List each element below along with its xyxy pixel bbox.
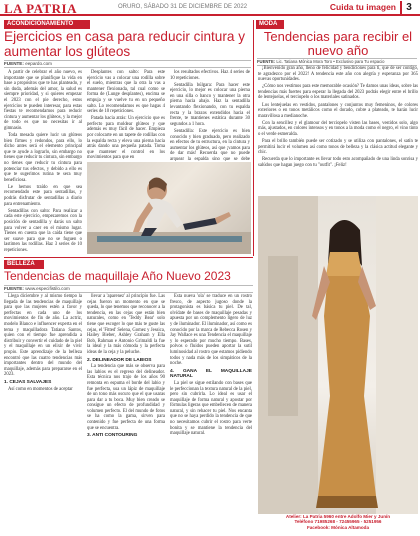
page-header (0, 0, 420, 16)
newspaper-brand: LA PATRIA (4, 1, 77, 16)
article-title-maquillaje: Tendencias de maquillaje Año Nuevo 2023 (4, 269, 231, 283)
horizontal-divider (4, 257, 253, 258)
source-label: FUENTE: (4, 61, 24, 66)
source-text: Lic. Tatiana Mónica Mora Toro • Exclusivo para Tu espacio (276, 59, 385, 64)
subheading: 3. ANTI CONTOURING (87, 433, 138, 439)
paragraph: Sentadilla: Este ejercicio es bien conocido y bien graduado, pero realizado en efectos de tu estructura, en la cintura y aumentar los glúteos, así que ¡vamos para de dar más! Recuerda que no puede arquear la espalda sino que se debe (170, 128, 250, 162)
article-source-maquillaje (4, 285, 253, 293)
source-text: eepardo.com (25, 61, 53, 66)
fashion-caption (258, 514, 418, 534)
article-source-moda (257, 58, 417, 66)
page-number: 3 (400, 1, 416, 14)
issue-date: ORURO, SÁBADO 31 DE DICIEMBRE DE 2022 (118, 4, 248, 10)
paragraph: La piel se sigue estilando con bases que le perfeccionan la textura natural de la piel, pero sin cubrirla. Lo ideal es usar el maquillaje de forma natural y apostar por fórmulas ligeras que embellecen de manera natural, y sin rehacer tu piel. Nos encanta que no se haya perdido la tendencia de que no necesitamos cubrir el rostro para verte bonita y se mantiene la tendencia del maquillaje natural. (170, 380, 252, 437)
article-column-2 (87, 294, 165, 534)
article-column-1 (4, 70, 82, 255)
woman-exercising-illustration (87, 162, 251, 254)
source-label: FUENTE: (4, 286, 24, 291)
kicker-belleza: BELLEZA (4, 260, 44, 269)
article-column-1 (4, 294, 82, 534)
paragraph: Para el brillo también puede ser cotizado y se utiliza con pantalones, el satín te permitirá lucir el volumen así como tonos de belleza y la clásica actitud elegante y chic. (258, 139, 418, 156)
article-column-3 (170, 294, 252, 534)
paragraph: ¡Bienvenido gran año, lleno de felicidad y bendiciones para ti, que de ser contigo, te agradezco por el 2022! A tendencia este año con alegría y esperanza por 365 nuevas oportunidades. (258, 66, 418, 83)
section-name: Cuida tu imagen (329, 2, 396, 12)
paragraph: Recuerda que lo importante es llevar todo esto acompañado de una linda sonrisa y salúdos que hagan juego con tu "outfit". ¡Feliz! (258, 157, 418, 168)
paragraph: Le hemos traído en que sea recomendado este para sentadillas, y podrás disfrutar de sentadillas a diario para entrenamiento. (4, 184, 82, 207)
article-source-gluteos (4, 60, 251, 68)
paragraph: Esta nueva 'ola' se traduce en un rostro fresco, de aspecto jugoso donde la protagonista es básica tu piel. De tal, olvídate de bases de maquillaje pesadas y apuesta por un complemento ligero de luz y de iluminador. El iluminador, así como es conocido por la marca de Rebecca Rosen y Jay Wallace es una Tendencia el maquillaje y lo esperado por mucho tiempo. Bases, polvos o fluidos pueden aportar la sutil luminosidad al rostro que estamos pidiendo todos y nada más de los simpáticos de la noche. (170, 294, 252, 367)
kicker-acondicionamiento: ACONDICIONAMIENTO (4, 20, 90, 29)
paragraph: Sentadilla búlgara: Para hacer este ejercicio, lo mejor es colocar una pierna en una silla o banco y mantener la otra pierna hacia abajo. Haz la sentadilla levantando flexionando, con tu espalda recta y la brazos extendidos hacia el frente, te mantienes estática durante 30 segundos a 1 hora. (170, 82, 250, 127)
paragraph: Sentadillas con salto: Para realizar a cada este ejercicio, empezaremos con la posición de sentadilla y darás un salto para volver a caer en el mismo lugar. Tienes en cuenta que la caída tiene que ser suave para que no se fuguen o lastimen las rodillas. Haz 3 series de 10 repeticiones. (4, 208, 82, 253)
vertical-divider (253, 20, 254, 256)
article-column-moda (258, 66, 418, 194)
source-text: www.especifistilo.com (25, 286, 70, 291)
paragraph: Llega diciembre y al mismo tiempo la llegada de las tendencias de maquillaje para que las mujeres estén a favor y perfectas en cada uno de los movimientos de fin de año. La actriz, modelo Blanco e influencer experta en el tema y maquilladora Tatiana Santos, quien con el tiempo fue aprendida a distribuir y convertir el cuidado de la piel y el maquillaje en un elixir de vivir propio. Este aprendizaje de la belleza encontró que las cuatro tendencias más importantes dentro del mundo del maquillaje, además para prepararse en el 2023. (4, 294, 82, 378)
subheading: 4. GANA EL MAQUILLAJE NATURAL (170, 368, 252, 380)
article-column-2 (87, 70, 165, 160)
paragraph: Toda mesada quiere lucir un glúteos bien firmes y redondos, para ello, lo dicho antes será el elemento principal que te ayude a lograrlo, sin embargo no tienes que reducir tu cintura, sin embargo no tienes que reducir tu cintura para potenciar tus efectos, y debido a ello es que te sugerimos rutina te sera muy beneficiosa. (4, 133, 82, 183)
caption-line: Atelier: La Patria 5960 entre Adolfo Mier y Junín (285, 514, 391, 519)
paragraph: Así como en momentos de aceptar (8, 386, 73, 392)
paragraph: A partir de celebrar el año nuevo, es importante que se planifique la vida en base a propósitos que te has planteado, y sin duda, además del amor, la salud es siempre prioridad, y si quieres empezar el 2023 con el pie derecho, estos ejercicios te pueden interesar, para estas fiestas te recomendamos para reducir cintura y aumentar los glúteos, y la mejor de todo es que no necesitas ir al gimnasio. (4, 70, 82, 131)
paragraph: Patada hacia atrás: Un ejercicio que es perfecto para moldear glúteos y que además es muy fácil de hacer. Empieza por colocarte en un tapete de rodillas con la espalda recta y eleva una pierna hacia atrás dando una pequeña patada. Toma que mantener el control en los movimientos para que en (87, 116, 165, 161)
article-title-gluteos: Ejercicios en casa para reducir cintura y aumentar los glúteos (4, 29, 246, 59)
subheading: 1. CEJAS SALVAJES (4, 379, 52, 385)
caption-line: Teléfono 71985268 - 72455965 - 5251956 (294, 519, 382, 525)
paragraph: Desplantes con salto: Para este ejercicio vas a colocar una rodilla sobre el suelo, mientras que la otra la vas a mantener flexionada, tal cual como se forma de (Lunge desplantes), encima se empuja y se vuelve tu en un pequeño salto. Lo recomendamos es que hagas 4 series de 10 repeticiones. (87, 70, 165, 115)
paragraph: llevar a 'aparenez' al principio fue. Las cejas fueron un momento en que se queda, lo que tenemos que reconocer a la tendencia, en las cejas que están bien naturales, como en 'Teddy Bear' solo tiene que escoger lo que más te guste las cejas, el 'Fitted' Selena, Gomez y Jessica, Hailey Bieber, Ashley Graham y Ella Bob, Rahman e Antonio Grimaldi la fue la ideal y la más cómoda y la perfecta ideas de la ceja y la peluche. (87, 294, 165, 355)
article-column-3 (170, 70, 250, 160)
source-label: FUENTE: (257, 59, 276, 64)
paragraph: La tendencia que más se observa para las labios es el regreso del delineador. Esta técnica nos trajo de los años 90 remonta en espuma el borde del labio y fue perfecta, usa un lápiz de maquillaje de un tono más oscuro que el que usaras para dar a tu boca. Muy bien creado se consigue un efecto de profundidad y volumen perfecto. El del mundo de fotos se ha como la gama, sirven para contenido y fue perfecta de una forma que se encuentra. (87, 364, 165, 431)
paragraph: ¿Cómo nos vestimos para este memorable ocasión? Te damos unas ideas, sobre las tendencias más fuertes para esperar la llegada del 2023 podrás elegir entre el brillo de lentejuelas, el terciopelo o los materiales satinados. (258, 84, 418, 101)
article-title-moda: Tendencias para recibir el nuevo año (263, 29, 413, 58)
model-in-dress-illustration (258, 196, 418, 514)
workout-photo (87, 162, 251, 254)
paragraph: Con la sencillez y el glamour del terciopelo visten las bases, vestidos solo, algo más, ajustados, en colores intensos y en tonos a la moda como el negro, el vino tinto o el verde esmeralda. (258, 120, 418, 138)
caption-line: Facebook: Mónica Altamoda (306, 524, 370, 530)
subheading: 2. DELINEADOR DE LABIOS (87, 357, 152, 363)
paragraph: los resultados efectivos. Haz 4 series de 10 repeticiones. (170, 70, 250, 81)
fashion-photo (258, 196, 418, 514)
kicker-moda: MODA (256, 20, 284, 29)
paragraph: Los lentejuelas en vestidos, pantalones y conjuntos muy femeninos, de colores exteriores o en tonos metálicos como el dorado, cobre a plateado, te harán lucir maravillosa a medianoche. (258, 102, 418, 119)
